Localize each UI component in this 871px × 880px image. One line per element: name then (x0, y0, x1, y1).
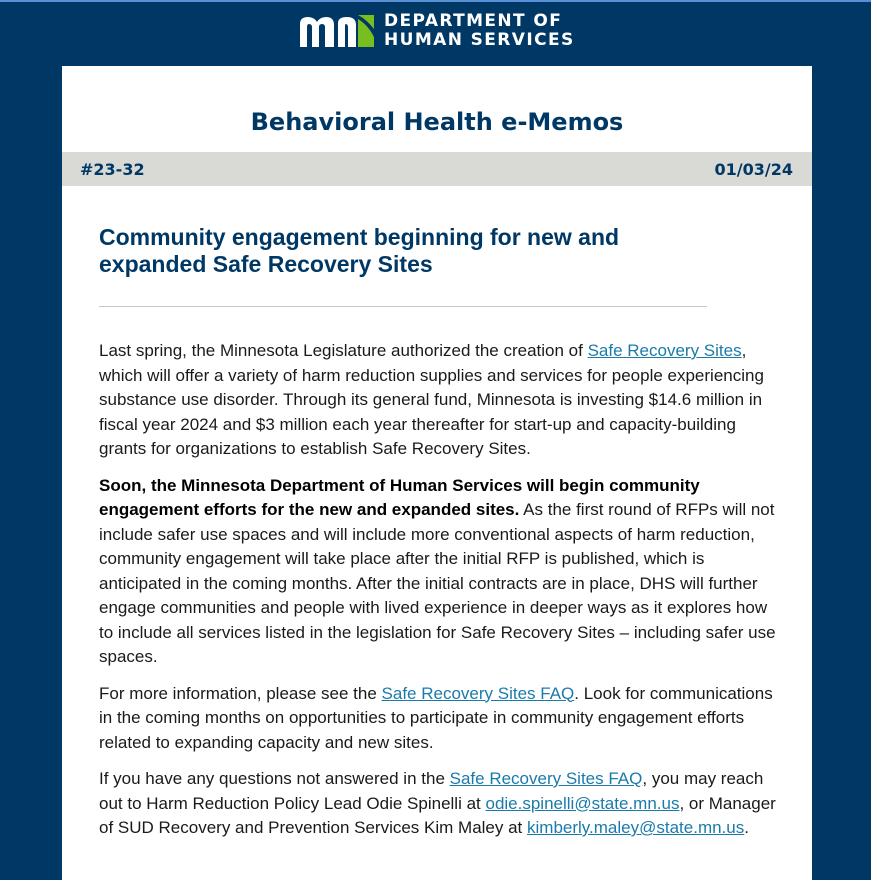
text: , you may reach out to Harm Reduction Policy Lead Odie Spinelli at (99, 769, 764, 813)
article (99, 224, 779, 841)
org-name-line1: DEPARTMENT OF (384, 11, 563, 31)
mn-logo (298, 15, 376, 47)
faq-link[interactable]: Safe Recovery Sites FAQ (449, 769, 643, 788)
memo-meta-bar (62, 152, 812, 186)
text: . (744, 818, 749, 837)
org-name (384, 12, 575, 50)
memo-date: 01/03/24 (714, 159, 793, 179)
paragraph-contacts (99, 767, 779, 841)
email-link-odie[interactable]: odie.spinelli@state.mn.us (485, 793, 680, 813)
text: If you have any questions not answered in the (99, 769, 450, 788)
paragraph-more-info (99, 682, 779, 756)
bold-lead: Soon, the Minnesota Department of Human Services will begin community engagement efforts for the new and expanded sites. (99, 475, 700, 519)
faq-link[interactable]: Safe Recovery Sites FAQ (381, 683, 575, 703)
text: , which will offer a variety of harm reduction supplies and services for people experiencing substance use disorder. Through its general fund, Minnesota is investing $14.6 million in fiscal year 2024 and $3 million each year thereafter for start-up and capacity-building grants for organizations to establish Safe Recovery Sites. (99, 341, 764, 458)
memo-card (62, 66, 812, 880)
article-headline: Community engagement beginning for new and expanded Safe Recovery Sites (99, 224, 620, 277)
text: . Look for communications in the coming months on opportunities to participate in community engagement efforts related to expanding capacity and new sites. (99, 683, 773, 752)
email-link-kimberly[interactable]: kimberly.maley@state.mn.us (527, 818, 745, 837)
site-header (0, 0, 871, 66)
text: For more information, please see the (99, 683, 382, 703)
divider (99, 306, 707, 307)
paragraph-engagement (99, 474, 779, 670)
dhs-logo[interactable] (298, 11, 575, 51)
paragraph-intro (99, 339, 779, 462)
memo-title: Behavioral Health e-Memos (250, 108, 624, 136)
memo-number: #23-32 (80, 159, 145, 179)
safe-recovery-sites-link[interactable]: Safe Recovery Sites (587, 341, 742, 360)
text: , or Manager of SUD Recovery and Prevention Services Kim Maley at (99, 793, 776, 837)
text: As the first round of RFPs will not include safer use spaces and will include more conventional aspects of harm reduction, community engagement will take place after the initial RFP is published, which is anticipated in the coming months. After the initial contracts are in place, DHS will further engage communities and people with lived experience in deeper ways as it explores how to include all services listed in the legislation for Safe Recovery Sites – including safer use spaces. (99, 500, 776, 666)
org-name-line2: HUMAN SERVICES (384, 30, 575, 50)
text: Last spring, the Minnesota Legislature authorized the creation of (99, 341, 588, 360)
